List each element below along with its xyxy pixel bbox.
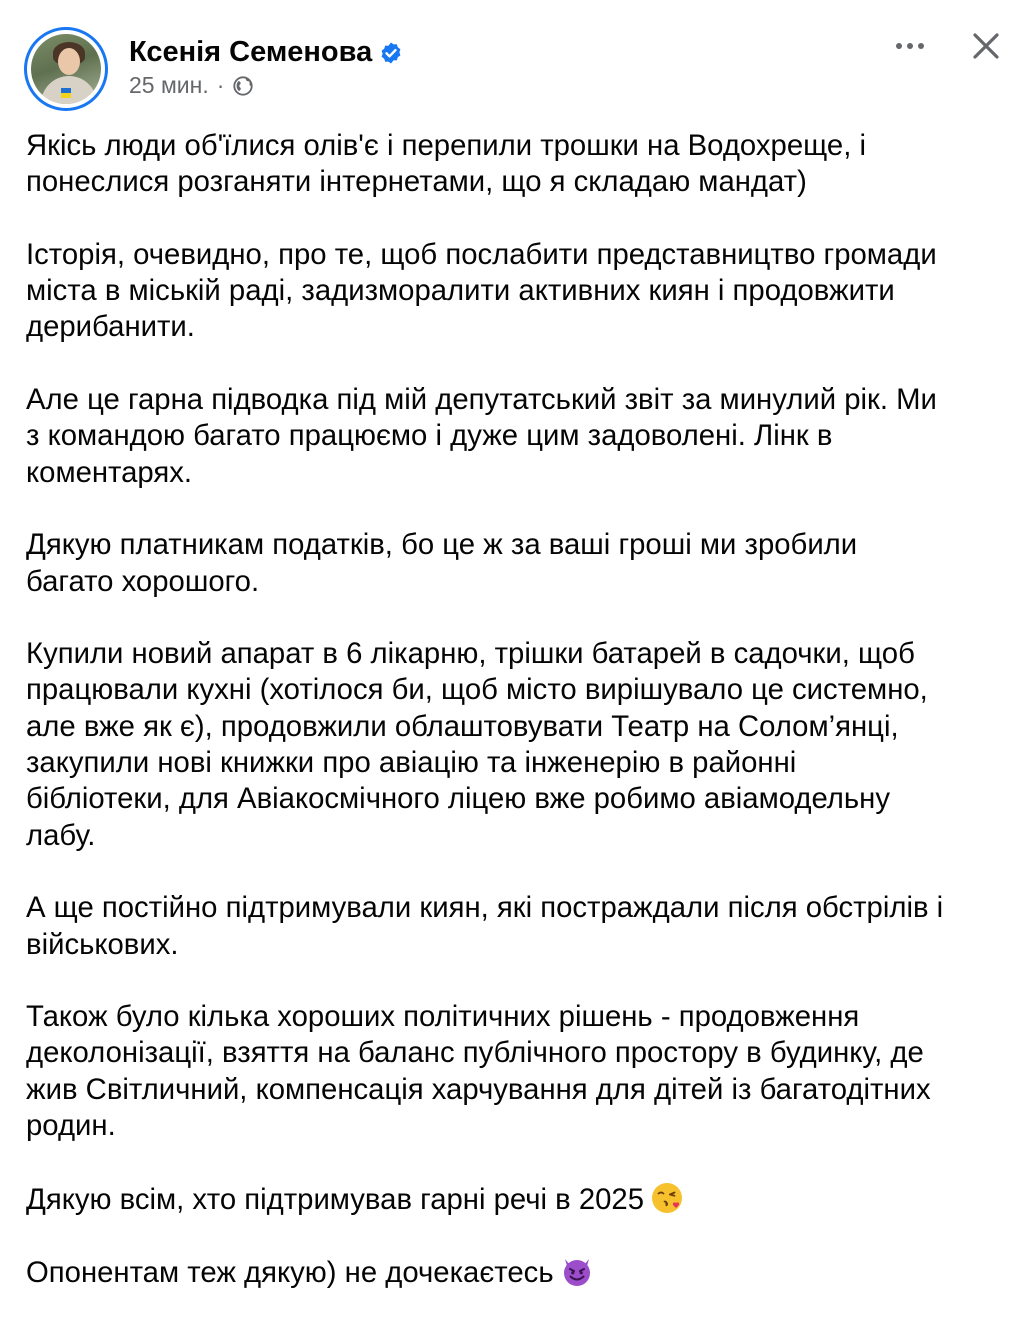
close-icon[interactable] — [966, 26, 1006, 66]
more-dot-icon — [918, 43, 924, 49]
post-paragraph-thanks — [26, 1181, 1016, 1218]
post-paragraph: Купили новий апарат в 6 лікарню, трішки батарей в садочки, щоб працювали кухні (хотілося би, щоб місто вирішувало це системно, але вже як є), продовжили облаштовувати Театр на Солом’янці, закупили нові книжки про авіацію та інженерію в районні бібліотеки, для Авіакосмічного ліцею вже робимо авіамодельну лабу. — [26, 637, 928, 852]
post-paragraph: Якісь люди об'їлися олів'є і перепили трошки на Водохреще, і понеслися розганяти інтернетами, що я складаю мандат) — [26, 129, 866, 199]
post-meta — [129, 72, 254, 99]
post-paragraph: А ще постійно підтримували киян, які постраждали після обстрілів і військових. — [26, 891, 944, 961]
profile-photo — [31, 34, 101, 104]
post-paragraph-text: Дякую всім, хто підтримував гарні речі в 2025 — [26, 1182, 645, 1216]
post-paragraph: Дякую платникам податків, бо це ж за ваші гроші ми зробили багато хорошого. — [26, 528, 858, 598]
verified-badge-icon — [379, 41, 403, 65]
post-body — [26, 128, 1016, 1328]
post-paragraph-opponents — [26, 1254, 1016, 1291]
face-blowing-kiss-icon — [650, 1181, 684, 1215]
author-name-text[interactable]: Ксенія Семенова — [129, 36, 373, 68]
more-dot-icon — [907, 43, 913, 49]
post-paragraph: Також було кілька хороших політичних рішень - продовження деколонізації, взяття на баланс публічного простору в будинку, де жив Світличний, компенсація харчування для дітей із багатодітних родин. — [26, 1000, 931, 1143]
post-paragraph: Історія, очевидно, про те, щоб послабити представництво громади міста в міській раді, задизморалити активних киян і продовжити дерибанити. — [26, 237, 937, 344]
author-name[interactable] — [129, 36, 403, 69]
globe-icon — [232, 75, 254, 97]
post-header — [0, 0, 1034, 118]
smiling-devil-icon — [560, 1254, 594, 1288]
post-time[interactable]: 25 мин. — [129, 72, 209, 98]
more-dot-icon — [896, 43, 902, 49]
more-options-button[interactable] — [890, 28, 930, 64]
post-paragraph-text: Опонентам теж дякую) не дочекаєтесь — [26, 1256, 554, 1290]
post-paragraph: Але це гарна підводка під мій депутатський звіт за минулий рік. Ми з командою багато працюємо і дуже цим задоволені. Лінк в коментарях. — [26, 383, 937, 489]
meta-separator: · — [216, 72, 225, 98]
avatar[interactable] — [24, 27, 108, 111]
